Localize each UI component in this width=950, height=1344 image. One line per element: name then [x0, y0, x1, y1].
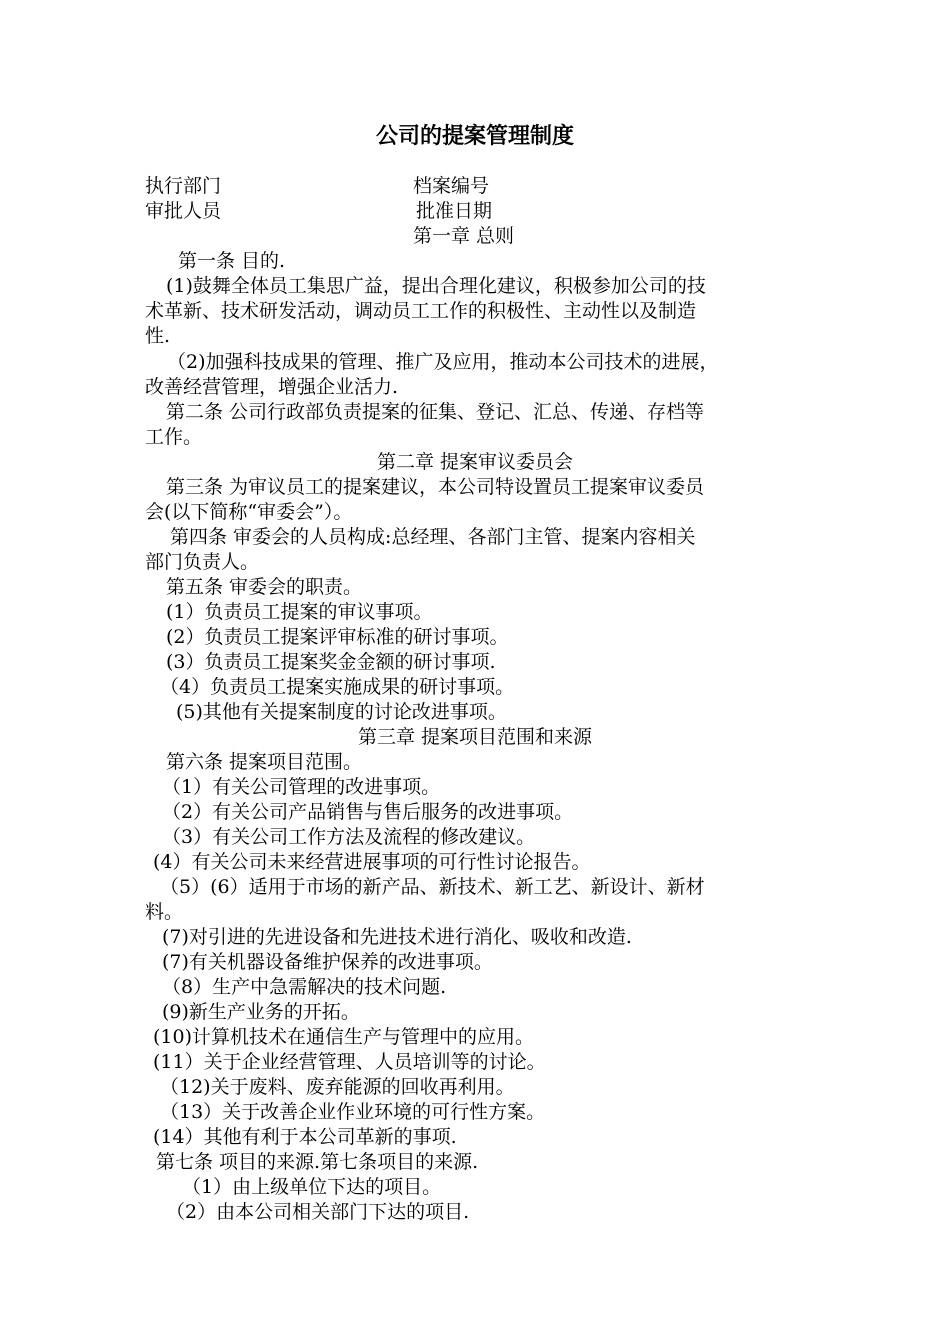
list-item: （13）关于改善企业作业环境的可行性方案。 [160, 1101, 546, 1123]
article-line: 第七条 项目的来源.第七条项目的来源. [156, 1151, 479, 1173]
text-line: 工作。 [145, 426, 203, 448]
chapter-heading: 第一章 总则 [413, 225, 515, 247]
list-item: (2）负责员工提案评审标准的研讨事项。 [166, 626, 509, 648]
article-line: 第四条 审委会的人员构成:总经理、各部门主管、提案内容相关 [170, 526, 696, 548]
text-line: 改善经营管理，增强企业活力. [145, 376, 399, 398]
chapter-heading: 第二章 提案审议委员会 [376, 451, 574, 473]
list-item: （3）有关公司工作方法及流程的修改建议。 [162, 826, 536, 848]
article-line: 第六条 提案项目范围。 [166, 751, 363, 773]
text-line: 会(以下简称“审委会”）。 [145, 501, 353, 523]
list-item: （2）有关公司产品销售与售后服务的改进事项。 [162, 801, 574, 823]
text-line: 性. [145, 325, 171, 347]
approver-label: 审批人员 [145, 200, 222, 222]
list-item: （1）有关公司管理的改进事项。 [162, 776, 441, 798]
list-item: (14）其他有利于本公司革新的事项. [153, 1126, 457, 1148]
list-item: （8）生产中急需解决的技术问题. [162, 976, 447, 998]
list-item: (10)计算机技术在通信生产与管理中的应用。 [153, 1026, 535, 1048]
archive-no-label: 档案编号 [413, 175, 490, 197]
text-line: (1)鼓舞全体员工集思广益，提出合理化建议，积极参加公司的技 [166, 275, 706, 297]
approve-date-label: 批准日期 [416, 200, 493, 222]
text-line: 部门负责人。 [145, 551, 260, 573]
text-line: 料。 [145, 901, 184, 923]
list-item: (9)新生产业务的开拓。 [162, 1001, 360, 1023]
article-line: 第五条 审委会的职责。 [166, 576, 363, 598]
list-item: (11）关于企业经营管理、人员培训等的讨论。 [153, 1051, 546, 1073]
text-line: 术革新、技术研发活动，调动员工工作的积极性、主动性以及制造 [145, 300, 697, 322]
document-title: 公司的提案管理制度 [375, 124, 574, 149]
article-line: 第三条 为审议员工的提案建议，本公司特设置员工提案审议委员 [166, 476, 705, 498]
list-item: (5)其他有关提案制度的讨论改进事项。 [176, 701, 507, 723]
list-item: （5）(6）适用于市场的新产品、新技术、新工艺、新设计、新材 [160, 876, 705, 898]
list-item: （2）由本公司相关部门下达的项目. [166, 1201, 470, 1223]
chapter-heading: 第三章 提案项目范围和来源 [357, 726, 593, 748]
list-item: (3）负责员工提案奖金金额的研讨事项. [166, 651, 496, 673]
article-line: 第一条 目的. [178, 250, 286, 272]
list-item: (7)对引进的先进设备和先进技术进行消化、吸收和改造. [162, 926, 632, 948]
list-item: （4）负责员工提案实施成果的研讨事项。 [160, 676, 515, 698]
list-item: （1）由上级单位下达的项目。 [182, 1176, 442, 1198]
list-item: (4）有关公司未来经营进展事项的可行性讨论报告。 [153, 851, 591, 873]
list-item: (1）负责员工提案的审议事项。 [166, 601, 433, 623]
article-line: 第二条 公司行政部负责提案的征集、登记、汇总、传递、存档等 [166, 401, 705, 423]
list-item: （12)关于废料、废弃能源的回收再利用。 [160, 1076, 515, 1098]
list-item: (7)有关机器设备维护保养的改进事项。 [162, 951, 493, 973]
exec-dept-label: 执行部门 [145, 175, 222, 197]
text-line: （2)加强科技成果的管理、推广及应用，推动本公司技术的进展， [167, 351, 719, 373]
